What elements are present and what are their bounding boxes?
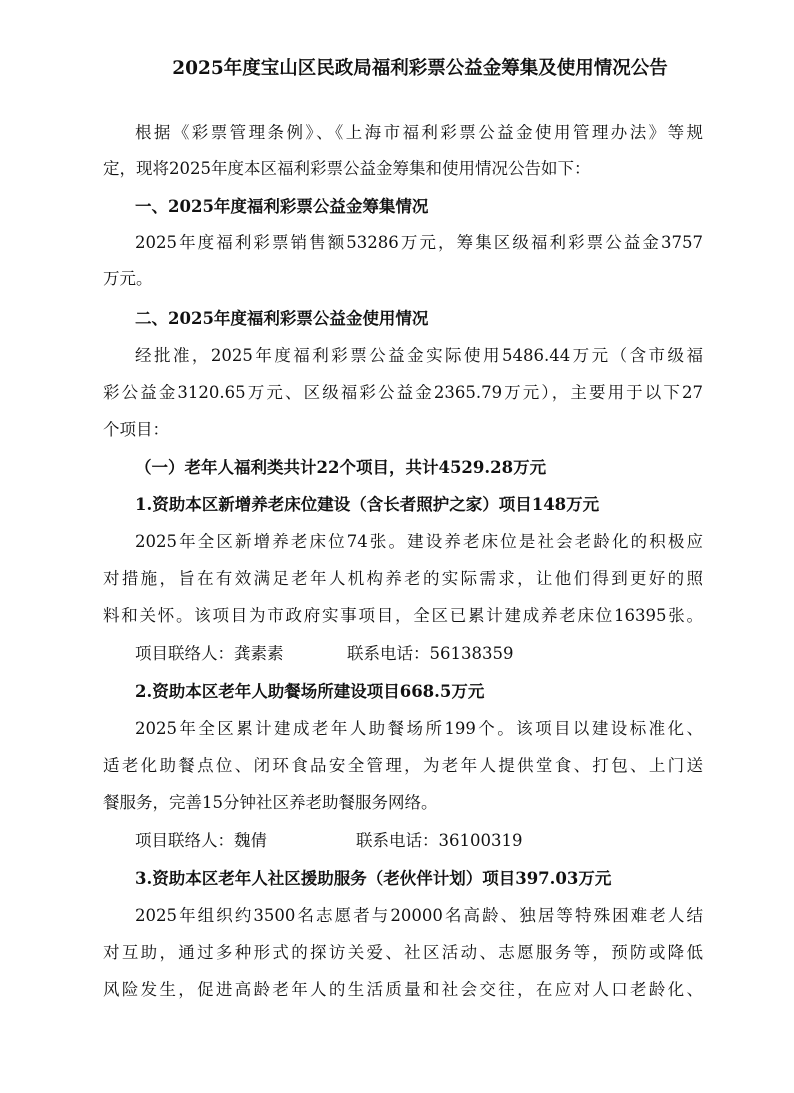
project-3-line-2: 对互助，通过多种形式的探访关爱、社区活动、志愿服务等，预防或降低 [103, 943, 703, 962]
project-1-line-1: 2025年全区新增养老床位74张。建设养老床位是社会老龄化的积极应 [135, 532, 703, 551]
project-2-line-2: 适老化助餐点位、闭环食品安全管理，为老年人提供堂食、打包、上门送 [103, 756, 703, 775]
project-2-heading: 2.资助本区老年人助餐场所建设项目668.5万元 [135, 682, 485, 701]
section-2-heading: 二、2025年度福利彩票公益金使用情况 [135, 309, 429, 328]
intro-line-1: 根据《彩票管理条例》、《上海市福利彩票公益金使用管理办法》等规 [135, 123, 703, 142]
project-2-line-1: 2025年全区累计建成老年人助餐场所199个。该项目以建设标准化、 [135, 719, 703, 738]
category-1-heading: （一）老年人福利类共计22个项目，共计4529.28万元 [135, 458, 547, 477]
page-title: 2025年度宝山区民政局福利彩票公益金筹集及使用情况公告 [172, 58, 668, 79]
section-2-line-3: 个项目： [103, 420, 169, 439]
section-2-line-1: 经批准，2025年度福利彩票公益金实际使用5486.44万元（含市级福 [135, 346, 703, 365]
project-1-line-3: 料和关怀。该项目为市政府实事项目，全区已累计建成养老床位16395张。 [103, 606, 703, 625]
project-2-contact-name: 项目联络人：魏倩 [135, 831, 267, 850]
project-3-line-1: 2025年组织约3500名志愿者与20000名高龄、独居等特殊困难老人结 [135, 906, 703, 925]
project-1-contact-name: 项目联络人：龚素素 [135, 644, 284, 663]
section-2-line-2: 彩公益金3120.65万元、区级福彩公益金2365.79万元），主要用于以下27 [103, 383, 703, 402]
section-1-line-1: 2025年度福利彩票销售额53286万元，筹集区级福利彩票公益金3757 [135, 233, 703, 252]
project-2-line-3: 餐服务，完善15分钟社区养老助餐服务网络。 [103, 793, 438, 812]
project-1-contact-phone: 联系电话：56138359 [347, 644, 514, 663]
project-1-heading: 1.资助本区新增养老床位建设（含长者照护之家）项目148万元 [135, 495, 600, 514]
section-1-heading: 一、2025年度福利彩票公益金筹集情况 [135, 197, 429, 216]
section-1-line-2: 万元。 [103, 269, 153, 288]
project-3-heading: 3.资助本区老年人社区援助服务（老伙伴计划）项目397.03万元 [135, 869, 612, 888]
project-1-line-2: 对措施，旨在有效满足老年人机构养老的实际需求，让他们得到更好的照 [103, 569, 703, 588]
project-2-contact-phone: 联系电话：36100319 [356, 831, 523, 850]
project-3-line-3: 风险发生，促进高龄老年人的生活质量和社会交往，在应对人口老龄化、 [103, 980, 703, 999]
intro-line-2: 定，现将2025年度本区福利彩票公益金筹集和使用情况公告如下： [103, 159, 591, 178]
